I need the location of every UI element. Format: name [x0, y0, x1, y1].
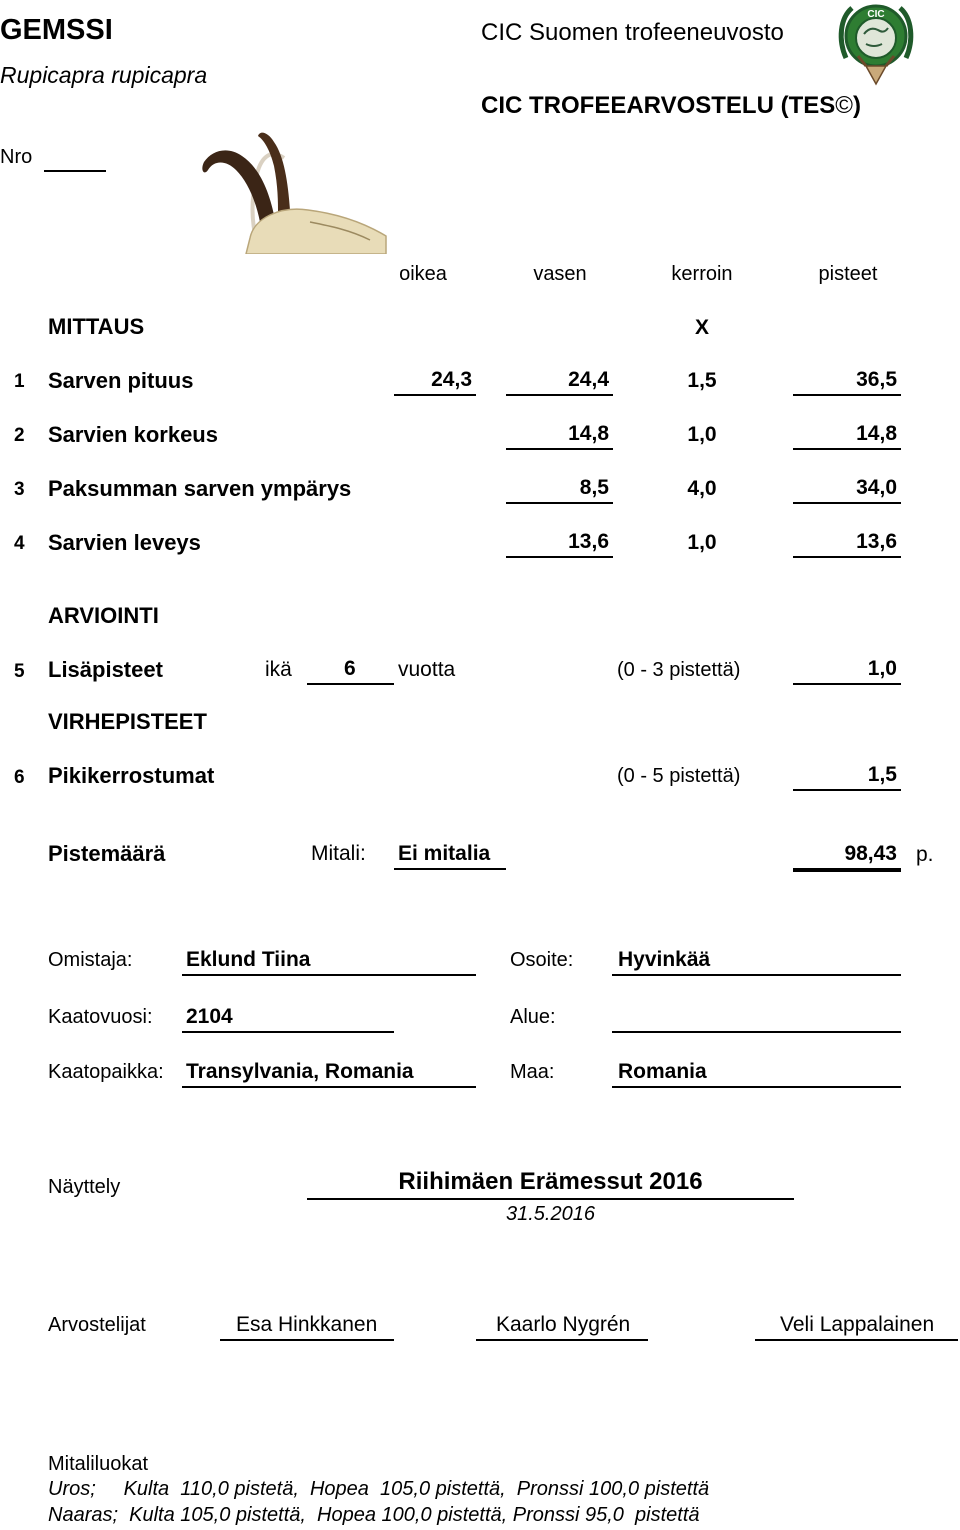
bonus-points-label: Lisäpisteet: [48, 657, 163, 682]
total-label: Pistemäärä: [48, 841, 166, 866]
medal-value: Ei mitalia: [394, 840, 506, 870]
medal-label: Mitali:: [311, 842, 366, 865]
species-latin-name: Rupicapra rupicapra: [0, 62, 208, 88]
copyright-symbol: ©: [835, 92, 853, 119]
form-title: CIC TROFEEARVOSTELU (TES©): [481, 92, 861, 119]
row-left-value: 8,5: [506, 474, 613, 504]
medal-classes-male: Uros; Kulta 110,0 pistetä, Hopea 105,0 pistettä, Pronssi 100,0 pistettä: [48, 1478, 710, 1500]
defects-heading: VIRHEPISTEET: [48, 709, 207, 734]
area-label: Alue:: [510, 1006, 556, 1028]
age-value: 6: [307, 655, 394, 685]
area-field[interactable]: [612, 1003, 901, 1033]
row-factor: 1,0: [687, 531, 717, 554]
address-label: Osoite:: [510, 949, 574, 971]
exhibition-label: Näyttely: [48, 1176, 121, 1198]
place-field[interactable]: Transylvania, Romania: [182, 1058, 476, 1088]
row-factor: 4,0: [687, 477, 717, 500]
row-factor: 1,0: [687, 423, 717, 446]
row-left-value: 14,8: [506, 420, 613, 450]
nro-label: Nro: [0, 146, 33, 168]
defect-points: 1,5: [793, 761, 901, 791]
owner-label: Omistaja:: [48, 949, 133, 971]
address-field[interactable]: Hyvinkää: [612, 946, 901, 976]
row-left-value: 24,4: [506, 366, 613, 396]
age-unit: vuotta: [398, 658, 456, 681]
row-factor: 1,5: [687, 369, 717, 392]
row-points: 13,6: [793, 528, 901, 558]
score-unit: p.: [916, 843, 934, 866]
row-left-value: 13,6: [506, 528, 613, 558]
exhibition-date: 31.5.2016: [506, 1203, 595, 1225]
row-label: Sarven pituus: [48, 368, 194, 393]
defect-range: (0 - 5 pistettä): [617, 765, 741, 787]
row-number: 5: [14, 661, 25, 682]
row-label: Sarvien korkeus: [48, 422, 218, 447]
row-label: Paksumman sarven ympärys: [48, 476, 352, 501]
row-number: 6: [14, 767, 25, 788]
measurement-heading: MITTAUS: [48, 314, 145, 339]
column-header-factor: kerroin: [671, 263, 733, 285]
row-points: 36,5: [793, 366, 901, 396]
row-number: 3: [14, 479, 25, 500]
evaluation-heading: ARVIOINTI: [48, 603, 159, 628]
medal-classes-heading: Mitaliluokat: [48, 1453, 149, 1475]
place-label: Kaatopaikka:: [48, 1061, 164, 1083]
row-number: 4: [14, 533, 25, 554]
row-number: 1: [14, 371, 25, 392]
svg-text:CIC: CIC: [867, 9, 885, 20]
bonus-range: (0 - 3 pistettä): [617, 659, 741, 681]
column-header-points: pisteet: [818, 263, 878, 285]
row-points: 14,8: [793, 420, 901, 450]
total-score: 98,43: [793, 840, 901, 872]
country-label: Maa:: [510, 1061, 555, 1083]
year-field[interactable]: 2104: [182, 1003, 394, 1033]
judge-field[interactable]: Veli Lappalainen: [755, 1311, 958, 1341]
column-header-right: oikea: [399, 263, 447, 285]
factor-multiply-mark: X: [694, 316, 709, 339]
row-right-value: 24,3: [394, 366, 476, 396]
row-number: 2: [14, 425, 25, 446]
bonus-points: 1,0: [793, 655, 901, 685]
defect-label: Pikikerrostumat: [48, 763, 215, 788]
council-name: CIC Suomen trofeeneuvosto: [481, 19, 784, 46]
judge-field[interactable]: Esa Hinkkanen: [220, 1311, 394, 1341]
chamois-skull-image: [190, 98, 390, 254]
cic-logo-icon: [836, 0, 916, 86]
judges-label: Arvostelijat: [48, 1314, 146, 1336]
row-label: Sarvien leveys: [48, 530, 201, 555]
judge-field[interactable]: Kaarlo Nygrén: [476, 1311, 648, 1341]
owner-field[interactable]: Eklund Tiina: [182, 946, 476, 976]
row-points: 34,0: [793, 474, 901, 504]
column-header-left: vasen: [533, 263, 587, 285]
year-label: Kaatovuosi:: [48, 1006, 153, 1028]
medal-classes-female: Naaras; Kulta 105,0 pistettä, Hopea 100,0 pistettä, Pronssi 95,0 pistettä: [48, 1504, 700, 1526]
species-title: GEMSSI: [0, 14, 113, 46]
country-field[interactable]: Romania: [612, 1058, 901, 1088]
exhibition-field[interactable]: Riihimäen Erämessut 2016: [307, 1170, 794, 1200]
nro-field[interactable]: [44, 170, 106, 172]
age-label: ikä: [265, 658, 292, 681]
